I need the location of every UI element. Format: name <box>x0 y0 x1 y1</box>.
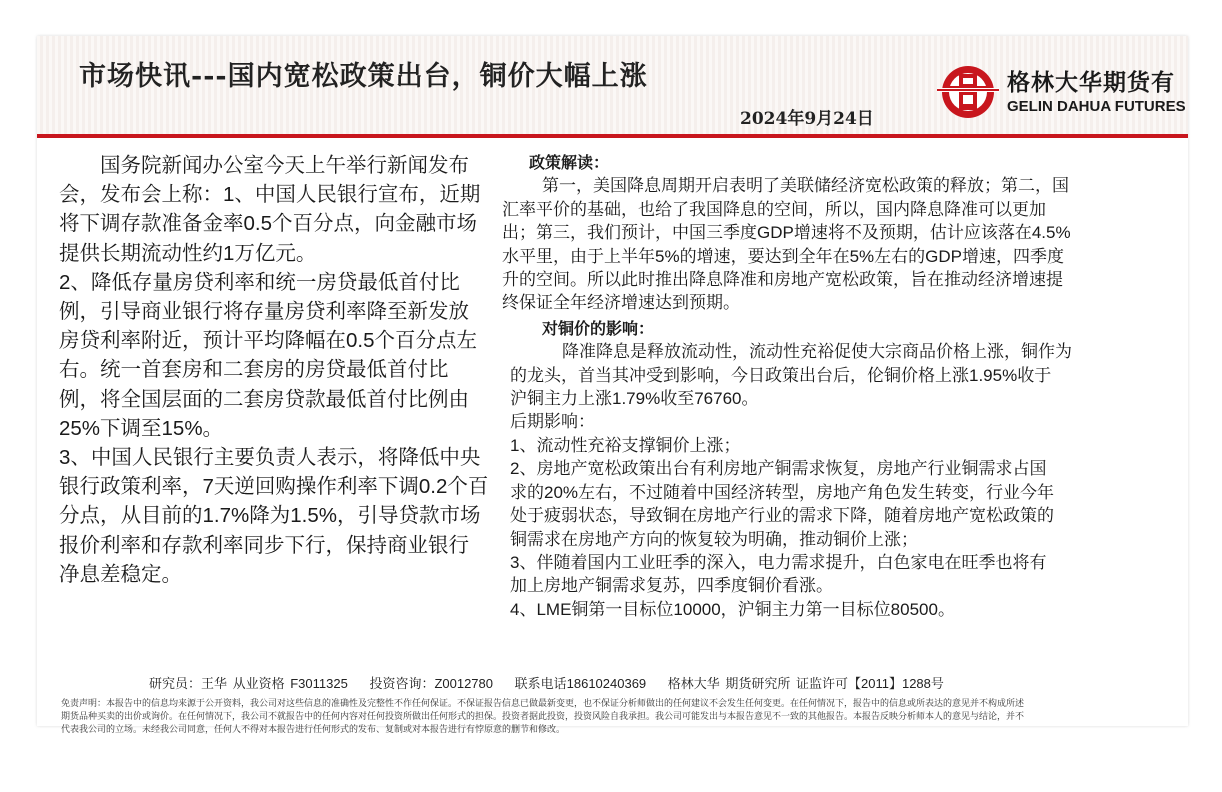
institute-license: 格林大华 期货研究所 证监许可【2011】1288号 <box>667 676 944 691</box>
disclaimer-line: 代表我公司的立场。未经我公司同意，任何人不得对本报告进行任何形式的发布、复制或对本报告进行有悖原意的删节和修改。 <box>61 724 566 734</box>
company-logo <box>937 60 1197 120</box>
copper-line: 降准降息是释放流动性，流动性充裕促使大宗商品价格上涨，铜作为 <box>562 342 1072 362</box>
header-divider <box>37 134 1188 138</box>
logo-chinese-name: 格林大华期货有 <box>1007 69 1175 95</box>
later-line: 2、房地产宽松政策出台有利房地产铜需求恢复，房地产行业铜需求占国 <box>510 459 1047 479</box>
later-line: 3、伴随着国内工业旺季的深入，电力需求提升，白色家电在旺季也将有 <box>510 552 1047 572</box>
consult-license: 投资咨询：Z0012780 <box>369 676 493 691</box>
policy-line: 第一，美国降息周期开启表明了美联储经济宽松政策的释放；第二，国 <box>542 176 1069 196</box>
disclaimer-line: 期货品种买卖的出价或询价。在任何情况下，我公司不就报告中的任何内容对任何投资所做出任何形式的担保。投资者据此投资，投资风险自我承担。我公司可能发出与本报告意见不一致的其他报告。本报告反映分析师本人的意见与结论，并不 <box>61 711 1025 721</box>
copper-line: 沪铜主力上涨1.79%收至76760。 <box>510 389 759 409</box>
later-line: 处于疲弱状态，导致铜在房地产行业的需求下降，随着房地产宽松政策的 <box>510 506 1054 526</box>
analysis-column <box>502 151 1222 621</box>
logo-english-name: GELIN DAHUA FUTURES <box>1007 98 1186 115</box>
policy-line: 出；第三，我们预计，中国三季度GDP增速将不及预期，估计应该落在4.5% <box>502 223 1071 243</box>
later-impact-heading: 后期影响： <box>510 412 595 432</box>
report-date: 2024年9月24日 <box>740 109 874 129</box>
copper-line: 的龙头，首当其冲受到影响，今日政策出台后，伦铜价格上涨1.95%收于 <box>510 365 1052 385</box>
page-title: 市场快讯---国内宽松政策出台，铜价大幅上涨 <box>79 61 648 92</box>
researcher-info <box>149 673 960 692</box>
contact-phone: 联系电话18610240369 <box>514 676 647 691</box>
policy-line: 水平里，由于上半年5%的增速，要达到全年在5%左右的GDP增速，四季度 <box>502 246 1064 266</box>
policy-heading: 政策解读： <box>529 153 610 172</box>
copper-impact-heading: 对铜价的影响： <box>542 318 655 338</box>
policy-line: 汇率平价的基础，也给了我国降息的空间，所以，国内降息降准可以更加 <box>502 199 1046 219</box>
policy-line: 升的空间。所以此时推出降息降准和房地产宽松政策，旨在推动经济增速提 <box>502 270 1063 290</box>
announcement-column <box>59 151 489 589</box>
gelin-logo-icon <box>937 64 999 120</box>
later-line: 铜需求在房地产方向的恢复较为明确，推动铜价上涨； <box>510 529 918 549</box>
researcher-name: 研究员：王华 从业资格 F3011325 <box>149 676 348 691</box>
report-page <box>37 36 1188 734</box>
later-line: 求的20%左右，不过随着中国经济转型，房地产角色发生转变，行业今年 <box>510 482 1055 502</box>
announcement-paragraph-2: 2、降低存量房贷利率和统一房贷最低首付比例，引导商业银行将存量房贷利率降至新发放房贷利率附近，预计平均降幅在0.5个百分点左右。统一首套房和二套房的房贷最低首付比例，将全国层面的二套房贷款最低首付比例由25%下调至15%。 <box>59 270 477 440</box>
announcement-paragraph-1: 国务院新闻办公室今天上午举行新闻发布会，发布会上称：1、中国人民银行宣布，近期将下调存款准备金率0.5个百分点，向金融市场提供长期流动性约1万亿元。 <box>59 154 481 265</box>
later-line: 1、流动性充裕支撑铜价上涨； <box>510 435 741 455</box>
later-line: 加上房地产铜需求复苏，四季度铜价看涨。 <box>510 576 833 596</box>
announcement-paragraph-3: 3、中国人民银行主要负责人表示，将降低中央银行政策利率，7天逆回购操作利率下调0.2个百分点，从目前的1.7%降为1.5%，引导贷款市场报价利率和存款利率同步下行，保持商业银行净息差稳定。 <box>59 446 489 586</box>
disclaimer <box>61 697 1186 736</box>
policy-line: 终保证全年经济增速达到预期。 <box>502 293 740 313</box>
later-line: 4、LME铜第一目标位10000，沪铜主力第一目标位80500。 <box>510 599 955 619</box>
disclaimer-line: 免责声明：本报告中的信息均来源于公开资料，我公司对这些信息的准确性及完整性不作任何保证。不保证报告信息已做最新变更，也不保证分析师做出的任何建议不会发生任何变更。在任何情况下，报告中的信息或所表达的意见并不构成所述 <box>61 698 1025 708</box>
